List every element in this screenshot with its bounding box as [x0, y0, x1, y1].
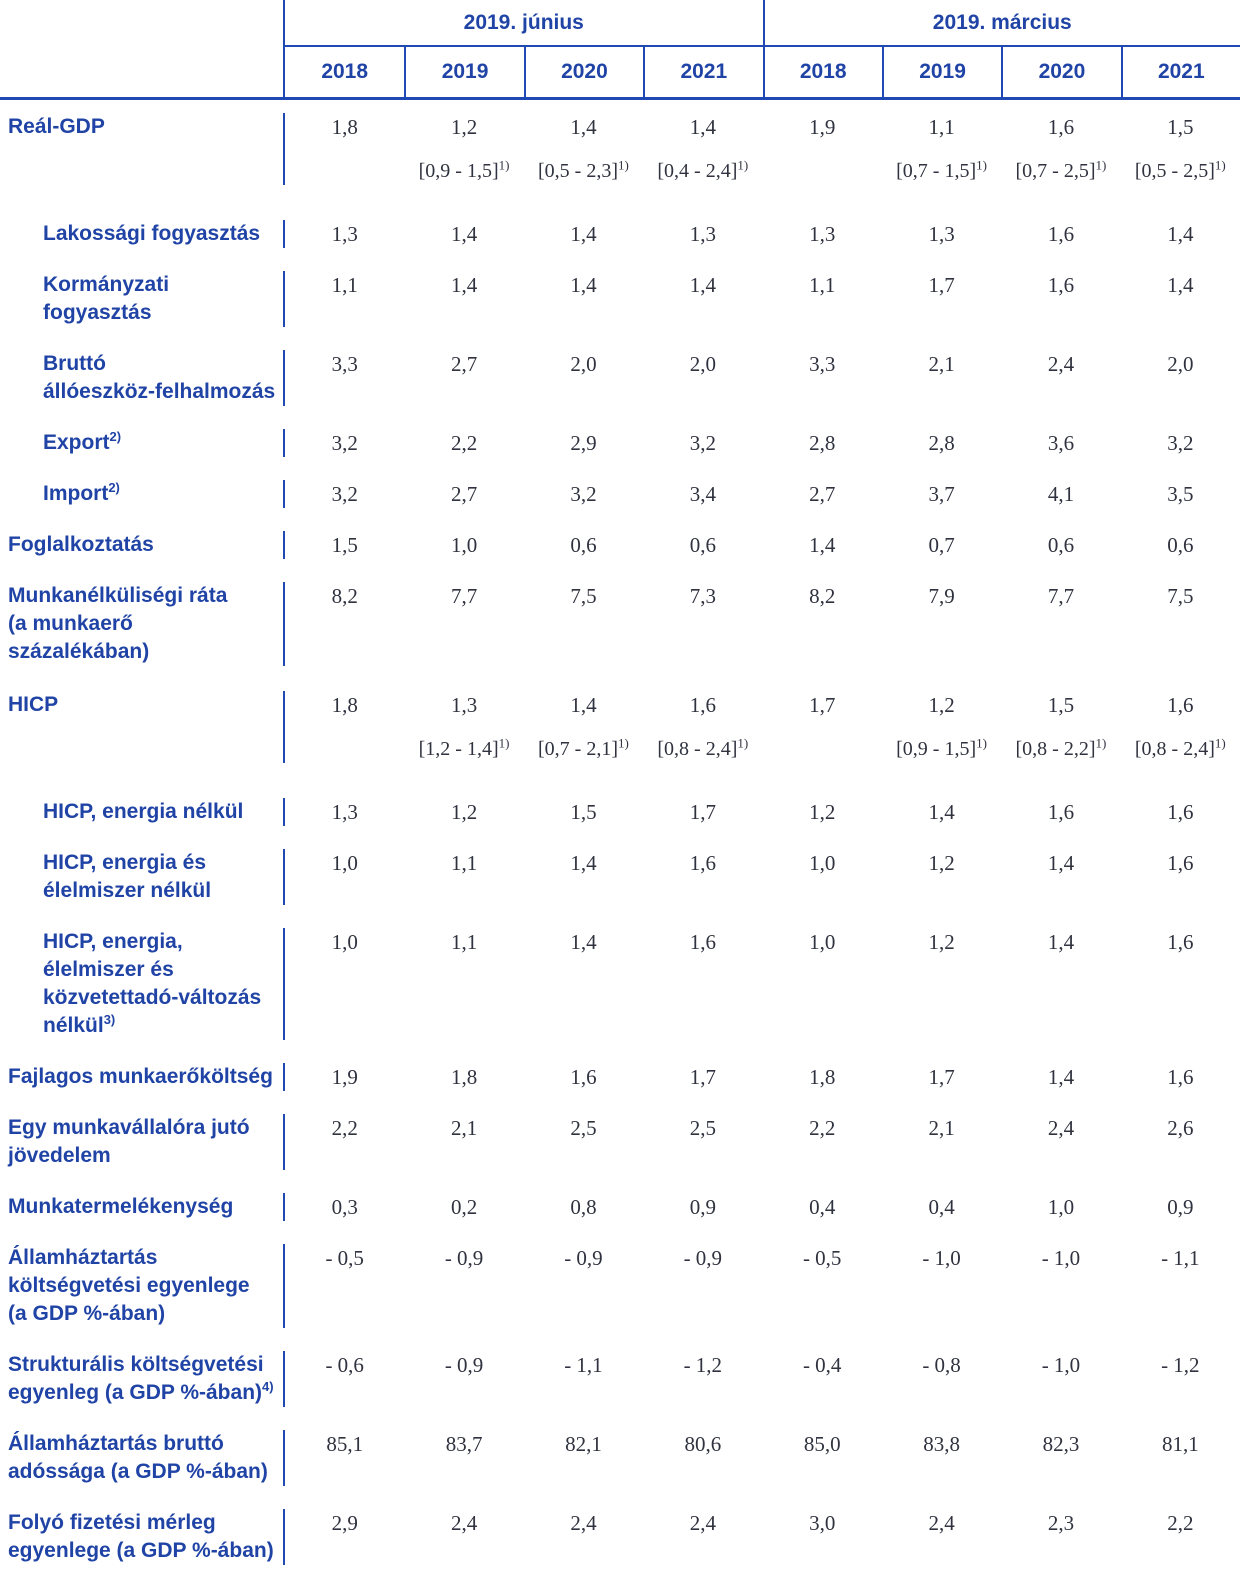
value-cell: 1,4 [1121, 220, 1240, 248]
value-cell: 0,3 [285, 1193, 404, 1221]
row-label: Import$^{2)}$ [0, 480, 285, 508]
value-cell: 1,5 [524, 798, 643, 826]
value-cell: 2,1 [882, 1114, 1001, 1170]
value-cell: 3,4 [643, 480, 762, 508]
value-cell: - 0,5 [763, 1244, 882, 1328]
value-cell: 1,2 [0,9 - 1,5]$^{1)}$ [882, 691, 1001, 763]
value-cell: 1,2 [882, 849, 1001, 905]
value-cell: 1,8 [285, 691, 404, 763]
table-row [0, 678, 1240, 787]
value-cell: 3,2 [285, 429, 404, 457]
year-header-june-2018: 2018 [285, 47, 404, 97]
table-row [0, 1052, 1240, 1103]
value-cell: 1,2 [404, 798, 523, 826]
value-cell: 1,1 [763, 271, 882, 327]
value-cell: 2,4 [524, 1509, 643, 1565]
value-cell: 1,4 [524, 271, 643, 327]
value-cell: 1,4 [1001, 928, 1120, 1040]
value-cell: 2,4 [404, 1509, 523, 1565]
value-cell: - 1,2 [643, 1351, 762, 1407]
value-cell: - 1,0 [882, 1244, 1001, 1328]
value-cell: 1,6 [0,8 - 2,4]$^{1)}$ [643, 691, 762, 763]
value-cell: 3,6 [1001, 429, 1120, 457]
value-cell: 1,6 [1001, 798, 1120, 826]
value-cell: - 1,0 [1001, 1351, 1120, 1407]
value-cell: 1,5 [0,5 - 2,5]$^{1)}$ [1121, 113, 1240, 185]
value-cell: 1,6 [1001, 220, 1120, 248]
table-row [0, 571, 1240, 678]
value-cell: 2,6 [1121, 1114, 1240, 1170]
value-cell: 7,7 [404, 582, 523, 666]
value-cell: 7,5 [524, 582, 643, 666]
value-cell: 2,9 [285, 1509, 404, 1565]
value-cell: 7,3 [643, 582, 762, 666]
year-header-march-2021: 2021 [1121, 47, 1240, 97]
value-cell: 1,3 [643, 220, 762, 248]
value-cell: 1,3 [285, 798, 404, 826]
year-header-march-2019: 2019 [882, 47, 1001, 97]
value-cell: 1,1 [0,7 - 1,5]$^{1)}$ [882, 113, 1001, 185]
value-cell: 2,5 [524, 1114, 643, 1170]
table-header-years [0, 47, 1240, 100]
value-cell: 80,6 [643, 1430, 762, 1486]
row-label: Strukturális költségvetési egyenleg (a GDP %-ában)$^{4)}$ [0, 1351, 285, 1407]
value-cell: 2,0 [643, 350, 762, 406]
value-cell: 8,2 [285, 582, 404, 666]
value-cell: 0,7 [882, 531, 1001, 559]
value-cell: 1,4 [882, 798, 1001, 826]
value-cell: - 1,1 [524, 1351, 643, 1407]
table-header-groups [0, 0, 1240, 47]
value-cell: 2,2 [285, 1114, 404, 1170]
value-cell: 3,3 [763, 350, 882, 406]
value-cell: 0,9 [1121, 1193, 1240, 1221]
row-label: HICP [0, 691, 285, 763]
table-row [0, 1233, 1240, 1340]
value-cell: 2,7 [404, 480, 523, 508]
value-cell: 2,1 [882, 350, 1001, 406]
value-cell: 82,3 [1001, 1430, 1120, 1486]
row-label: Munkatermelékenység [0, 1193, 285, 1221]
value-cell: 1,6 [1121, 1063, 1240, 1091]
value-cell: 1,4 [763, 531, 882, 559]
value-cell: 0,2 [404, 1193, 523, 1221]
row-label: Bruttó állóeszköz-felhalmozás [0, 350, 285, 406]
table-row [0, 1340, 1240, 1419]
value-cell: - 0,4 [763, 1351, 882, 1407]
value-cell: 2,3 [1001, 1509, 1120, 1565]
value-cell: 1,2 [882, 928, 1001, 1040]
value-cell: 0,4 [882, 1193, 1001, 1221]
row-label: HICP, energia nélkül [0, 798, 285, 826]
value-cell: - 0,6 [285, 1351, 404, 1407]
value-cell: 1,6 [643, 928, 762, 1040]
row-label: Folyó fizetési mérleg egyenlege (a GDP %-ában) [0, 1509, 285, 1565]
value-cell: 85,0 [763, 1430, 882, 1486]
value-cell: 1,1 [404, 849, 523, 905]
value-cell: 1,6 [1121, 798, 1240, 826]
value-cell: 1,6 [0,7 - 2,5]$^{1)}$ [1001, 113, 1120, 185]
table-row [0, 1103, 1240, 1182]
value-cell: 4,1 [1001, 480, 1120, 508]
value-cell: 1,0 [763, 928, 882, 1040]
value-cell: 0,6 [643, 531, 762, 559]
row-label: Államháztartás bruttó adóssága (a GDP %-ában) [0, 1430, 285, 1486]
year-header-june-2020: 2020 [524, 47, 643, 97]
value-cell: 1,5 [285, 531, 404, 559]
value-cell: 7,5 [1121, 582, 1240, 666]
value-cell: 1,6 [1001, 271, 1120, 327]
row-label: Kormányzati fogyasztás [0, 271, 285, 327]
table-row [0, 787, 1240, 838]
value-cell: 1,6 [1121, 849, 1240, 905]
value-cell: 2,7 [404, 350, 523, 406]
table-row [0, 209, 1240, 260]
row-label: Fajlagos munkaerőköltség [0, 1063, 285, 1091]
row-label: HICP, energia, élelmiszer és közvetettadó-változás nélkül$^{3)}$ [0, 928, 285, 1040]
value-cell: 1,4 [0,4 - 2,4]$^{1)}$ [643, 113, 762, 185]
value-cell: 2,9 [524, 429, 643, 457]
value-cell: 2,7 [763, 480, 882, 508]
value-cell: - 0,5 [285, 1244, 404, 1328]
value-cell: 2,2 [763, 1114, 882, 1170]
year-header-march-2018: 2018 [763, 47, 882, 97]
value-cell: 1,9 [763, 113, 882, 185]
value-cell: 1,4 [524, 928, 643, 1040]
row-label: Export$^{2)}$ [0, 429, 285, 457]
table-row [0, 260, 1240, 339]
value-cell: 1,0 [404, 531, 523, 559]
value-cell: 2,0 [524, 350, 643, 406]
table-row [0, 418, 1240, 469]
value-cell: - 0,9 [524, 1244, 643, 1328]
value-cell: 1,7 [882, 271, 1001, 327]
value-cell: 0,8 [524, 1193, 643, 1221]
value-cell: 1,4 [404, 271, 523, 327]
table-row [0, 469, 1240, 520]
row-label: Egy munkavállalóra jutó jövedelem [0, 1114, 285, 1170]
value-cell: 1,7 [643, 798, 762, 826]
value-cell: 1,4 [643, 271, 762, 327]
value-cell: - 1,0 [1001, 1244, 1120, 1328]
value-cell: 3,2 [524, 480, 643, 508]
value-cell: 81,1 [1121, 1430, 1240, 1486]
value-cell: 1,8 [404, 1063, 523, 1091]
value-cell: 3,2 [285, 480, 404, 508]
value-cell: 1,8 [763, 1063, 882, 1091]
value-cell: 2,1 [404, 1114, 523, 1170]
value-cell: 2,4 [1001, 1114, 1120, 1170]
value-cell: 1,2 [763, 798, 882, 826]
value-cell: 2,5 [643, 1114, 762, 1170]
value-cell: 1,4 [524, 220, 643, 248]
value-cell: 7,7 [1001, 582, 1120, 666]
value-cell: 1,9 [285, 1063, 404, 1091]
value-cell: 2,8 [763, 429, 882, 457]
value-cell: 2,4 [1001, 350, 1120, 406]
value-cell: 1,6 [1121, 928, 1240, 1040]
value-cell: 82,1 [524, 1430, 643, 1486]
value-cell: 0,6 [524, 531, 643, 559]
value-cell: 3,5 [1121, 480, 1240, 508]
row-label: Munkanélküliségi ráta (a munkaerő százalékában) [0, 582, 285, 666]
value-cell: 1,7 [763, 691, 882, 763]
header-empty-corner [0, 0, 285, 47]
year-header-june-2019: 2019 [404, 47, 523, 97]
value-cell: 1,3 [1,2 - 1,4]$^{1)}$ [404, 691, 523, 763]
value-cell: 3,2 [643, 429, 762, 457]
table-row [0, 1419, 1240, 1498]
value-cell: 2,2 [1121, 1509, 1240, 1565]
value-cell: 2,0 [1121, 350, 1240, 406]
value-cell: 1,1 [404, 928, 523, 1040]
value-cell: 2,2 [404, 429, 523, 457]
table-row [0, 838, 1240, 917]
value-cell: 8,2 [763, 582, 882, 666]
value-cell: 1,7 [643, 1063, 762, 1091]
value-cell: 1,7 [882, 1063, 1001, 1091]
value-cell: - 0,9 [404, 1351, 523, 1407]
value-cell: 1,3 [882, 220, 1001, 248]
row-label: Foglalkoztatás [0, 531, 285, 559]
value-cell: 1,0 [763, 849, 882, 905]
value-cell: 1,4 [0,7 - 2,1]$^{1)}$ [524, 691, 643, 763]
value-cell: - 1,1 [1121, 1244, 1240, 1328]
value-cell: 1,4 [1001, 849, 1120, 905]
row-label: Reál-GDP [0, 113, 285, 185]
value-cell: 0,4 [763, 1193, 882, 1221]
value-cell: 1,8 [285, 113, 404, 185]
row-label: Államháztartás költségvetési egyenlege (a GDP %-ában) [0, 1244, 285, 1328]
value-cell: 1,4 [1121, 271, 1240, 327]
table-row [0, 520, 1240, 571]
year-header-june-2021: 2021 [643, 47, 762, 97]
value-cell: 3,3 [285, 350, 404, 406]
value-cell: 1,4 [524, 849, 643, 905]
value-cell: - 0,8 [882, 1351, 1001, 1407]
value-cell: 0,6 [1001, 531, 1120, 559]
table-row [0, 917, 1240, 1052]
value-cell: - 0,9 [404, 1244, 523, 1328]
value-cell: 1,6 [643, 849, 762, 905]
value-cell: 3,7 [882, 480, 1001, 508]
value-cell: 3,0 [763, 1509, 882, 1565]
value-cell: 3,2 [1121, 429, 1240, 457]
column-group-march: 2019. március [763, 0, 1240, 47]
row-label: HICP, energia és élelmiszer nélkül [0, 849, 285, 905]
value-cell: 1,1 [285, 271, 404, 327]
value-cell: 1,5 [0,8 - 2,2]$^{1)}$ [1001, 691, 1120, 763]
value-cell: - 0,9 [643, 1244, 762, 1328]
value-cell: 1,6 [0,8 - 2,4]$^{1)}$ [1121, 691, 1240, 763]
value-cell: 1,3 [285, 220, 404, 248]
value-cell: 7,9 [882, 582, 1001, 666]
table-row [0, 1182, 1240, 1233]
value-cell: 1,0 [285, 928, 404, 1040]
value-cell: 1,4 [0,5 - 2,3]$^{1)}$ [524, 113, 643, 185]
column-group-june: 2019. június [285, 0, 763, 47]
value-cell: 1,3 [763, 220, 882, 248]
value-cell: - 1,2 [1121, 1351, 1240, 1407]
value-cell: 1,2 [0,9 - 1,5]$^{1)}$ [404, 113, 523, 185]
value-cell: 1,4 [1001, 1063, 1120, 1091]
value-cell: 1,6 [524, 1063, 643, 1091]
table-body [0, 100, 1240, 1577]
value-cell: 85,1 [285, 1430, 404, 1486]
value-cell: 0,9 [643, 1193, 762, 1221]
value-cell: 1,4 [404, 220, 523, 248]
value-cell: 1,0 [285, 849, 404, 905]
value-cell: 83,8 [882, 1430, 1001, 1486]
table-row [0, 100, 1240, 209]
table-row [0, 339, 1240, 418]
year-header-march-2020: 2020 [1001, 47, 1120, 97]
value-cell: 2,8 [882, 429, 1001, 457]
value-cell: 0,6 [1121, 531, 1240, 559]
value-cell: 83,7 [404, 1430, 523, 1486]
value-cell: 2,4 [643, 1509, 762, 1565]
header-empty-spacer [0, 47, 285, 97]
row-label: Lakossági fogyasztás [0, 220, 285, 248]
value-cell: 1,0 [1001, 1193, 1120, 1221]
value-cell: 2,4 [882, 1509, 1001, 1565]
